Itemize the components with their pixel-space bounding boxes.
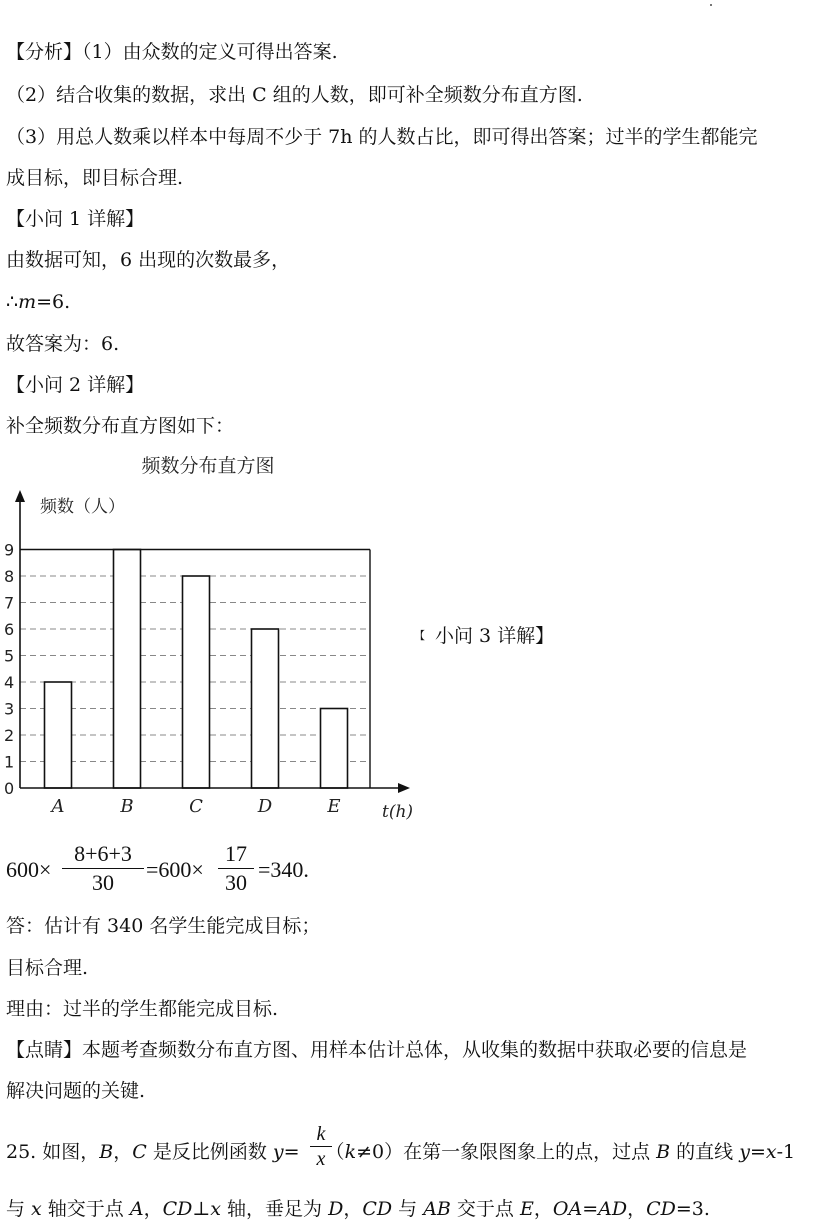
q25-equals: =	[283, 1141, 300, 1163]
q26-point-d: D	[328, 1198, 344, 1220]
q25-equals2: =	[749, 1141, 766, 1163]
question-25-line-1	[6, 1140, 795, 1164]
q26-seg-ab: AB	[423, 1198, 451, 1220]
y-tick-label: 4	[4, 673, 15, 692]
q25-var-y2: y	[739, 1141, 750, 1163]
y-tick-label: 1	[4, 752, 15, 772]
q26-text-a: 与	[6, 1198, 32, 1220]
x-tick-label-C: C	[189, 796, 203, 817]
x-tick-label-E: E	[327, 796, 341, 817]
fraction-1	[62, 840, 144, 897]
q25-point-b: B	[99, 1141, 114, 1163]
q26-comma-1: ，	[143, 1198, 163, 1220]
fraction-1-numerator: 8+6+3	[74, 841, 132, 866]
fraction-2-numerator: 17	[225, 841, 247, 866]
subquestion-2-heading: 【小问 2 详解】	[6, 374, 145, 396]
scan-speck	[710, 4, 712, 6]
q25-var-y: y	[272, 1141, 284, 1163]
var-m: m	[18, 291, 37, 313]
chart-title: 频数分布直方图	[141, 455, 275, 477]
bracket-mark: 【	[414, 629, 425, 642]
y-tick-label: 0	[4, 779, 15, 798]
q26-comma-2: ，	[343, 1198, 363, 1220]
q25-var-k: k	[344, 1141, 357, 1163]
y-tick-label: 5	[4, 646, 15, 666]
q26-point-e: E	[519, 1198, 534, 1220]
q26-seg-oa: OA	[552, 1198, 583, 1220]
q25-text-c: ，	[113, 1141, 133, 1163]
q26-text-m: 与	[392, 1198, 424, 1220]
analysis-line-4: 成目标，即目标合理.	[6, 167, 184, 189]
x-axis-label: t(h)	[382, 802, 414, 822]
q25-text-j: ≠0）在第一象限图象上的点，过点	[356, 1141, 657, 1163]
subquestion-1-result	[6, 290, 70, 314]
q26-text-i: 轴，垂足为	[220, 1198, 329, 1220]
q26-seg-cd2: CD	[362, 1198, 393, 1220]
k-over-x-fraction	[310, 1122, 332, 1171]
answer-line-1: 答：估计有 340 名学生能完成目标；	[6, 915, 321, 937]
q26-seg-cd: CD	[162, 1198, 193, 1220]
x-tick-label-B: B	[120, 796, 134, 817]
fraction-k: k	[316, 1123, 326, 1145]
analysis-line-3: （3）用总人数乘以样本中每周不少于 7h 的人数占比，即可得出答案；过半的学生都能完	[6, 126, 758, 148]
q26-text-c: 轴交于点	[41, 1198, 130, 1220]
formula-lead: 600×	[6, 857, 52, 882]
therefore-symbol: ∴	[6, 291, 19, 313]
y-tick-label: 7	[4, 593, 15, 613]
x-tick-label-D: D	[257, 796, 273, 817]
bar-E	[321, 709, 348, 789]
formula-tail: =340.	[258, 857, 309, 882]
q26-var-x2: x	[210, 1198, 221, 1220]
y-tick-label: 3	[4, 699, 15, 719]
fraction-2-denominator: 30	[225, 870, 247, 895]
q26-text-o: 交于点	[450, 1198, 520, 1220]
bar-A	[45, 682, 72, 788]
y-tick-label: 6	[4, 620, 15, 639]
q25-var-x: x	[765, 1141, 777, 1163]
q26-comma-3: ，	[533, 1198, 553, 1220]
q26-seg-cd3: CD	[646, 1198, 676, 1220]
q25-text-m: 的直线	[670, 1141, 740, 1163]
formula-middle: =600×	[146, 857, 204, 882]
bar-D	[252, 629, 279, 788]
answer-line-3: 理由：过半的学生都能完成目标.	[6, 998, 279, 1020]
q26-point-a: A	[129, 1198, 144, 1220]
q26-seg-ad: AD	[598, 1198, 628, 1220]
subquestion-3-label: 小问 3 详解】	[435, 625, 555, 647]
q26-equals: =	[582, 1198, 599, 1220]
q25-point-c: C	[132, 1141, 147, 1163]
q25-text-a: 25. 如图，	[6, 1141, 100, 1163]
q26-equals-three: =3.	[675, 1198, 710, 1220]
histogram-chart	[0, 448, 420, 828]
question-25-line-2	[6, 1197, 710, 1221]
q25-point-b2: B	[656, 1141, 671, 1163]
q26-var-x: x	[31, 1198, 42, 1220]
analysis-line-2: （2）结合收集的数据，求出 C 组的人数，即可补全频数分布直方图.	[6, 84, 583, 106]
fraction-x: x	[316, 1148, 326, 1170]
q25-text-e: 是反比例函数	[146, 1141, 273, 1163]
answer-line-2: 目标合理.	[6, 957, 89, 979]
q26-comma-4: ，	[627, 1198, 647, 1220]
subquestion-1-answer: 故答案为：6.	[6, 333, 120, 355]
y-tick-label: 9	[4, 540, 15, 560]
y-tick-label: 8	[4, 567, 15, 586]
equals-six: =6.	[36, 291, 71, 313]
y-axis-label: 频数（人）	[40, 497, 125, 517]
subquestion-1-text: 由数据可知，6 出现的次数最多，	[6, 249, 291, 271]
bar-B	[114, 550, 141, 789]
q26-perp: ⊥	[192, 1198, 211, 1220]
subquestion-1-heading: 【小问 1 详解】	[6, 208, 145, 230]
calculation-formula	[6, 840, 426, 904]
comment-line-1: 【点睛】本题考查频数分布直方图、用样本估计总体，从收集的数据中获取必要的信息是	[6, 1039, 748, 1061]
subquestion-2-text: 补全频数分布直方图如下：	[6, 415, 235, 437]
analysis-line-1: 【分析】（1）由众数的定义可得出答案.	[6, 41, 338, 63]
q25-minus-one: -1	[776, 1141, 796, 1163]
y-tick-label: 2	[4, 726, 15, 745]
x-axis-arrow	[398, 783, 410, 793]
fraction-1-denominator: 30	[92, 870, 114, 895]
subquestion-3-heading	[414, 624, 554, 648]
q25-paren: （	[325, 1141, 345, 1163]
comment-line-2: 解决问题的关键.	[6, 1080, 146, 1102]
bar-C	[183, 576, 210, 788]
fraction-2	[218, 840, 254, 897]
y-axis-arrow	[15, 490, 25, 502]
x-tick-label-A: A	[51, 796, 65, 817]
